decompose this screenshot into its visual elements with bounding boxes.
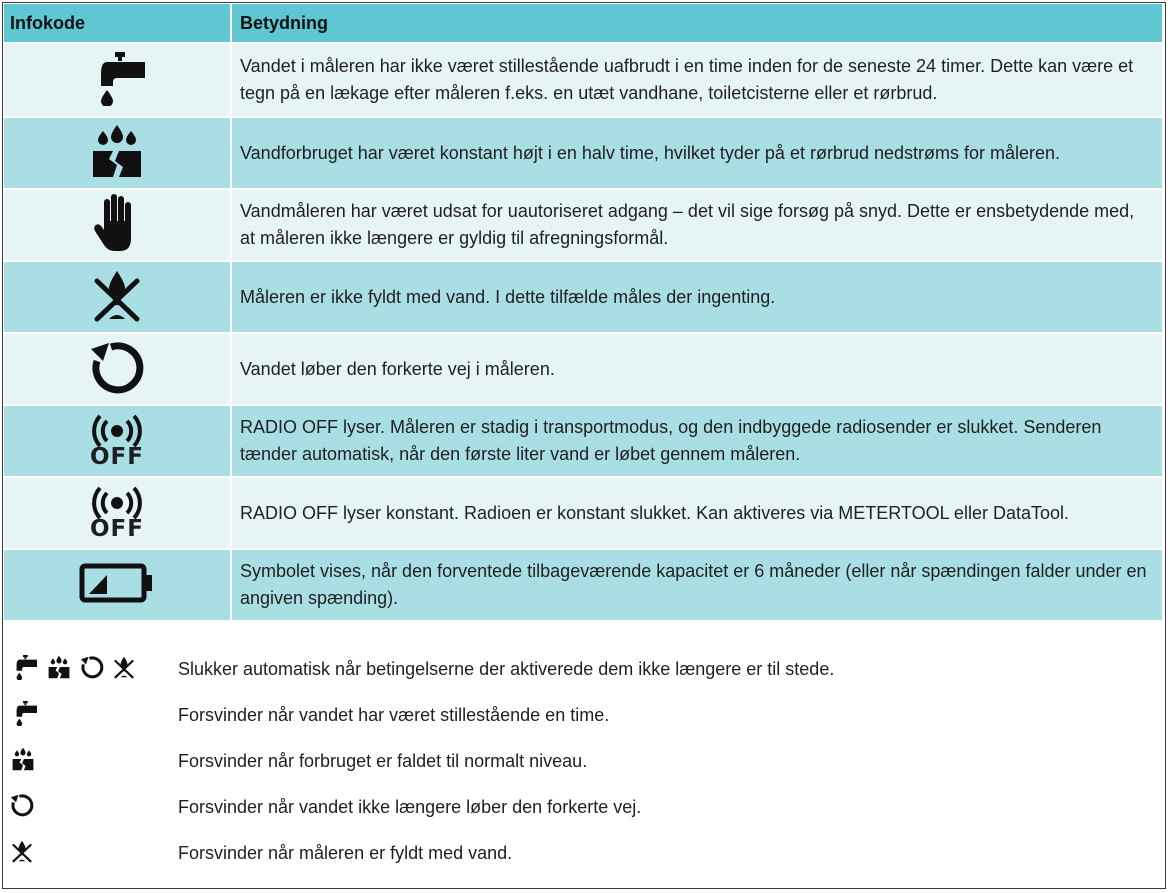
row-description: RADIO OFF lyser. Måleren er stadig i transportmodus, og den indbyggede radiosender er slukket. Senderen tænder automatisk, når den første liter vand er løbet gennem måleren.: [231, 405, 1162, 477]
dry-meter-icon: [89, 267, 145, 323]
header-betydning: Betydning: [231, 4, 1162, 43]
reverse-flow-icon: [89, 339, 145, 395]
radio-off-icon: [89, 414, 145, 469]
radio-off-label: OFF: [90, 515, 144, 542]
table-row: [4, 549, 1162, 621]
hand-icon: [92, 193, 142, 253]
table-row: [4, 189, 1162, 261]
burst-pipe-icon: [46, 654, 72, 685]
tap-drop-icon: [87, 50, 147, 106]
tap-drop-icon: [10, 654, 38, 685]
table-row: [4, 261, 1162, 333]
legend-row: [4, 838, 1162, 868]
table-row: [4, 333, 1162, 405]
legend-text: Forsvinder når forbruget er faldet til normalt niveau.: [178, 751, 588, 771]
legend-row: [4, 654, 1162, 684]
legend-row: [4, 746, 1162, 776]
row-description: Symbolet vises, når den forventede tilbageværende kapacitet er 6 måneder (eller når spændingen falder under en angiven spænding).: [231, 549, 1162, 621]
burst-pipe-icon: [87, 123, 147, 179]
table-header-row: [4, 4, 1162, 43]
row-description: Vandmåleren har været udsat for uautoriseret adgang – det vil sige forsøg på snyd. Dette er ensbetydende med, at måleren ikke længere er gyldig til afregningsformål.: [231, 189, 1162, 261]
reverse-flow-icon: [10, 793, 34, 822]
tap-drop-icon: [10, 700, 38, 731]
reverse-flow-icon: [80, 655, 104, 684]
burst-pipe-icon: [10, 746, 36, 777]
header-infokode: Infokode: [4, 4, 231, 43]
legend-text: Forsvinder når vandet ikke længere løber den forkerte vej.: [178, 797, 642, 817]
table-row: [4, 43, 1162, 117]
row-description: Vandforbruget har været konstant højt i en halv time, hvilket tyder på et rørbrud nedstrøms for måleren.: [231, 117, 1162, 189]
row-description: RADIO OFF lyser konstant. Radioen er konstant slukket. Kan aktiveres via METERTOOL eller DataTool.: [231, 477, 1162, 549]
legend-row: [4, 792, 1162, 822]
radio-off-icon: [89, 486, 145, 541]
table-row: [4, 405, 1162, 477]
table-row: [4, 477, 1162, 549]
info-code-table: [4, 4, 1162, 622]
row-description: Vandet løber den forkerte vej i måleren.: [231, 333, 1162, 405]
row-description: Vandet i måleren har ikke været stillestående uafbrudt i en time inden for de seneste 24 timer. Dette kan være et tegn på en lækage efter måleren f.eks. en utæt vandhane, toiletcisterne eller et rørbrud.: [231, 43, 1162, 117]
legend-row: [4, 700, 1162, 730]
table-row: [4, 117, 1162, 189]
legend-text: Slukker automatisk når betingelserne der aktiverede dem ikke længere er til stede.: [178, 659, 835, 679]
legend-text: Forsvinder når vandet har været stillestående en time.: [178, 705, 610, 725]
dry-meter-icon: [10, 839, 34, 868]
radio-off-label: OFF: [90, 443, 144, 470]
low-battery-icon: [79, 563, 155, 603]
legend-text: Forsvinder når måleren er fyldt med vand.: [178, 843, 513, 863]
row-description: Måleren er ikke fyldt med vand. I dette tilfælde måles der ingenting.: [231, 261, 1162, 333]
dry-meter-icon: [112, 655, 136, 684]
